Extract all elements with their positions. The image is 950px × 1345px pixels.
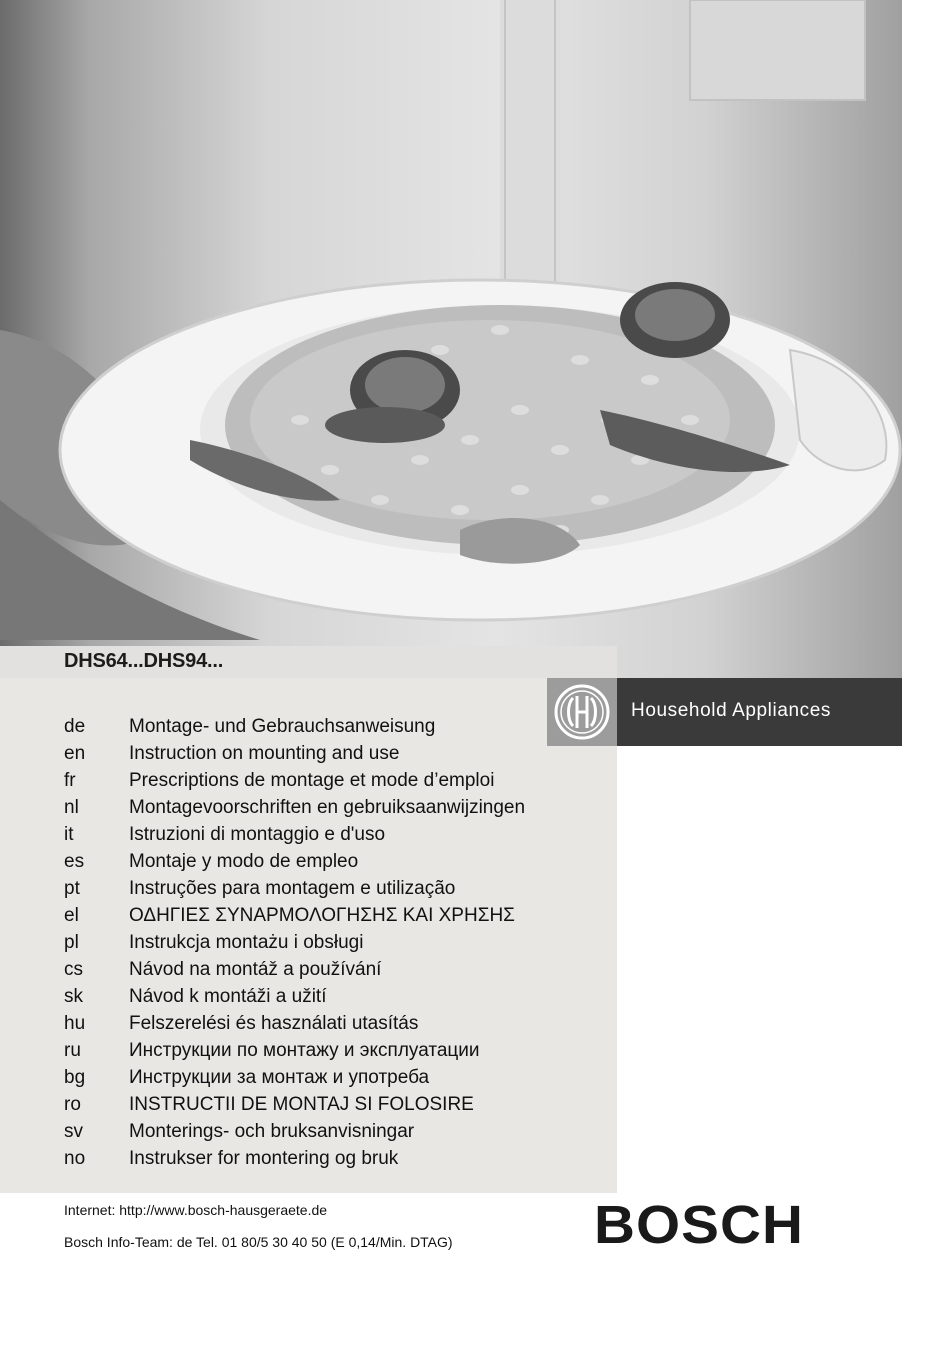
language-code: de bbox=[64, 716, 86, 737]
language-row-el bbox=[0, 905, 617, 932]
language-row-pt bbox=[0, 878, 617, 905]
language-title: Montagevoorschriften en gebruiksaanwijzingen bbox=[129, 797, 526, 818]
paella-plate-illustration bbox=[0, 0, 902, 678]
language-row-hu bbox=[0, 1013, 617, 1040]
language-title: Инструкции по монтажу и эксплуатации bbox=[129, 1040, 480, 1061]
language-row-sv bbox=[0, 1121, 617, 1148]
language-code: pl bbox=[64, 932, 79, 953]
language-title: Návod na montáž a používání bbox=[129, 959, 382, 980]
language-code: ro bbox=[64, 1094, 81, 1115]
language-title: Instruções para montagem e utilização bbox=[129, 878, 456, 899]
language-title: ΟΔΗΓΙΕΣ ΣΥΝΑΡΜΟΛΟΓΗΣΗΣ ΚΑΙ ΧΡΗΣΗΣ bbox=[129, 905, 515, 926]
language-code: ru bbox=[64, 1040, 81, 1061]
language-code: cs bbox=[64, 959, 83, 980]
language-row-pl bbox=[0, 932, 617, 959]
language-code: sk bbox=[64, 986, 83, 1007]
language-code: sv bbox=[64, 1121, 83, 1142]
language-code: el bbox=[64, 905, 79, 926]
language-row-de bbox=[0, 716, 617, 743]
bosch-wordmark: BOSCH bbox=[594, 1195, 805, 1255]
language-row-bg bbox=[0, 1067, 617, 1094]
language-code: es bbox=[64, 851, 85, 872]
language-code: pt bbox=[64, 878, 80, 899]
internet-link[interactable]: Internet: http://www.bosch-hausgeraete.de bbox=[64, 1202, 328, 1218]
language-row-en bbox=[0, 743, 617, 770]
info-team-phone: Bosch Info-Team: de Tel. 01 80/5 30 40 50 (E 0,14/Min. DTAG) bbox=[64, 1234, 453, 1250]
language-title: Инструкции за монтаж и употреба bbox=[129, 1067, 430, 1088]
language-title: Návod k montáži a užití bbox=[129, 986, 327, 1007]
language-row-nl bbox=[0, 797, 617, 824]
language-title: Instrukcja montażu i obsługi bbox=[129, 932, 364, 953]
language-title: Istruzioni di montaggio e d'uso bbox=[129, 824, 386, 845]
cover-photo bbox=[0, 0, 902, 678]
language-title: Felszerelési és használati utasítás bbox=[129, 1013, 419, 1034]
language-title: Instrukser for montering og bruk bbox=[129, 1148, 399, 1169]
household-appliances-label: Household Appliances bbox=[631, 700, 832, 721]
language-title: Montage- und Gebrauchsanweisung bbox=[129, 716, 436, 737]
language-code: en bbox=[64, 743, 86, 764]
language-row-cs bbox=[0, 959, 617, 986]
language-code: fr bbox=[64, 770, 76, 791]
language-row-es bbox=[0, 851, 617, 878]
language-row-ro bbox=[0, 1094, 617, 1121]
language-title: Montaje y modo de empleo bbox=[129, 851, 359, 872]
language-row-ru bbox=[0, 1040, 617, 1067]
language-title: Prescriptions de montage et mode d’emploi bbox=[129, 770, 495, 791]
language-row-it bbox=[0, 824, 617, 851]
bosch-armature-logo-icon bbox=[553, 684, 611, 740]
language-title: Monterings- och bruksanvisningar bbox=[129, 1121, 415, 1142]
language-row-no bbox=[0, 1148, 617, 1175]
language-code: nl bbox=[64, 797, 79, 818]
language-code: bg bbox=[64, 1067, 86, 1088]
language-code: no bbox=[64, 1148, 86, 1169]
model-number: DHS64...DHS94... bbox=[64, 650, 224, 672]
language-code: it bbox=[64, 824, 74, 845]
language-row-sk bbox=[0, 986, 617, 1013]
language-code: hu bbox=[64, 1013, 86, 1034]
shirt-pocket bbox=[690, 0, 865, 100]
language-list-panel bbox=[0, 678, 617, 1193]
language-title: INSTRUCTII DE MONTAJ SI FOLOSIRE bbox=[129, 1094, 474, 1115]
language-title: Instruction on mounting and use bbox=[129, 743, 400, 764]
language-row-fr bbox=[0, 770, 617, 797]
